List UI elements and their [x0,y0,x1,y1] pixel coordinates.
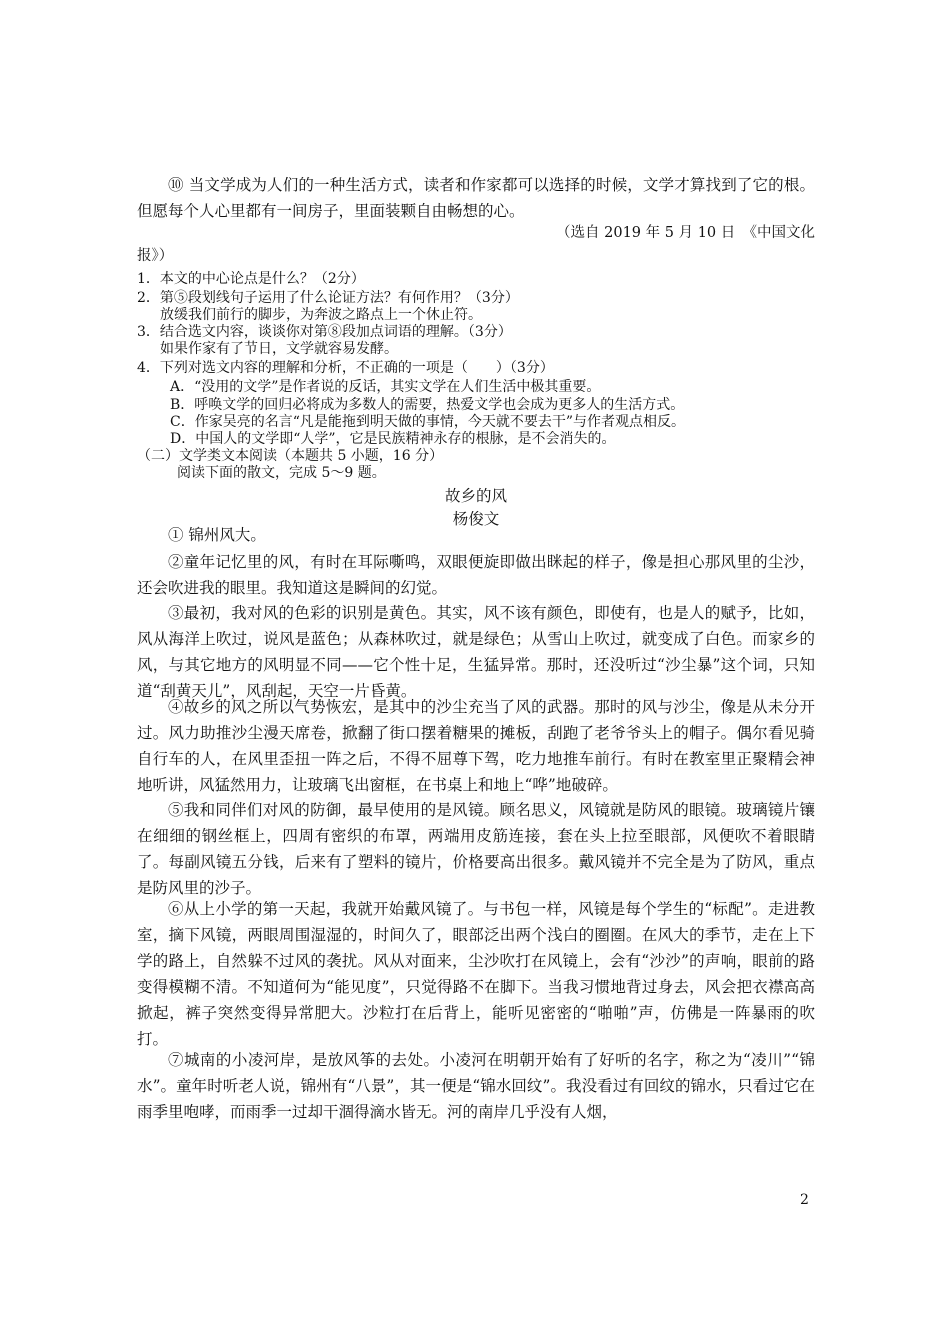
essay-paragraph-2: ②童年记忆里的风，有时在耳际嘶鸣，双眼便旋即做出眯起的样子，像是担心那风里的尘沙，还会吹进我的眼里。我知道这是瞬间的幻觉。 [137,553,815,597]
section-2-heading: （二）文学类文本阅读（本题共 5 小题，16 分） [137,448,444,464]
source-citation: （选自 2019 年 5 月 10 日 《中国文化 [556,225,815,241]
essay-paragraph-5: ⑤我和同伴们对风的防御，最早使用的是风镜。顾名思义，风镜就是防风的眼镜。玻璃镜片镶在细细的钢丝框上，四周有密织的布罩，两端用皮筋连接，套在头上拉至眼部，风便吹不着眼睛了。每副风镜五分钱，后来有了塑料的镜片，价格要高出很多。戴风镜并不完全是为了防风，重点是防风里的沙子。 [137,801,815,897]
essay-author: 杨俊文 [452,510,500,528]
question-4-option-a: A．“没用的文学”是作者说的反话，其实文学在人们生活中极其重要。 [170,379,601,395]
paragraph-10: ⑩ 当文学成为人们的一种生活方式，读者和作家都可以选择的时候，文学才算找到了它的根。但愿每个人心里都有一间房子，里面装颗自由畅想的心。 [137,176,815,220]
essay-paragraph-1: ① 锦州风大。 [168,526,266,544]
essay-paragraph-3: ③最初，我对风的色彩的识别是黄色。其实，风不该有颜色，即使有，也是人的赋予，比如，风从海洋上吹过，说风是蓝色；从森林吹过，就是绿色；从雪山上吹过，就变成了白色。而家乡的风，与其它地方的风明显不同——它个性十足，生猛异常。那时，还没听过“沙尘暴”这个词，只知道“刮黄天儿”，风刮起，天空一片昏黄。 [137,604,815,700]
section-2-instruction: 阅读下面的散文，完成 5～9 题。 [177,465,386,481]
essay-title: 故乡的风 [444,487,507,505]
question-1: 1．本文的中心论点是什么？（2分） [137,271,365,287]
essay-paragraph-6: ⑥从上小学的第一天起，我就开始戴风镜了。与书包一样，风镜是每个学生的“标配”。走进教室，摘下风镜，两眼周围湿湿的，时间久了，眼部泛出两个浅白的圈圈。在风大的季节，走在上下学的路上，自然躲不过风的袭扰。风从对面来，尘沙吹打在风镜上，会有“沙沙”的声响，眼前的路变得模糊不清。不知道何为“能见度”，只觉得路不在脚下。当我习惯地背过身去，风会把衣襟高高掀起，裤子突然变得异常肥大。沙粒打在后背上，能听见密密的“啪啪”声，仿佛是一阵暴雨的吹打。 [137,900,815,1048]
question-4-option-b: B．呼唤文学的回归必将成为多数人的需要，热爱文学也会成为更多人的生活方式。 [170,397,685,413]
essay-paragraph-4: ④故乡的风之所以气势恢宏，是其中的沙尘充当了风的武器。那时的风与沙尘，像是从未分开过。风力助推沙尘漫天席卷，掀翻了街口摆着糖果的摊板，刮跑了老爷爷头上的帽子。偶尔看见骑自行车的人，在风里歪扭一阵之后，不得不屈尊下驾，吃力地推车前行。有时在教室里正聚精会神地听讲，风猛然用力，让玻璃飞出窗框，在书桌上和地上“哗”地破碎。 [137,698,815,794]
question-3: 3．结合选文内容，谈谈你对第⑧段加点词语的理解。（3分） [137,324,512,340]
question-4-option-d: D．中国人的文学即“人学”，它是民族精神永存的根脉，是不会消失的。 [170,431,616,447]
essay-paragraph-7: ⑦城南的小凌河岸，是放风筝的去处。小凌河在明朝开始有了好听的名字，称之为“凌川”“锦水”。童年时听老人说，锦州有“八景”，其一便是“锦水回纹”。我没看过有回纹的锦水，只看过它在雨季里咆哮，而雨季一过却干涸得滴水皆无。河的南岸几乎没有人烟， [137,1051,815,1121]
question-4: 4．下列对选文内容的理解和分析，不正确的一项是（ ）（3分） [137,360,554,376]
question-2: 2．第⑤段划线句子运用了什么论证方法？有何作用？（3分） [137,290,519,306]
question-3-quote: 如果作家有了节日，文学就容易发酵。 [160,341,398,357]
question-2-quote: 放缓我们前行的脚步，为奔波之路点上一个休止符。 [160,307,482,323]
question-4-option-c: C．作家吴亮的名言“凡是能拖到明天做的事情，今天就不要去干”与作者观点相反。 [170,414,686,430]
source-citation-tail: 报》） [137,248,174,264]
page-number: 2 [800,1192,809,1208]
